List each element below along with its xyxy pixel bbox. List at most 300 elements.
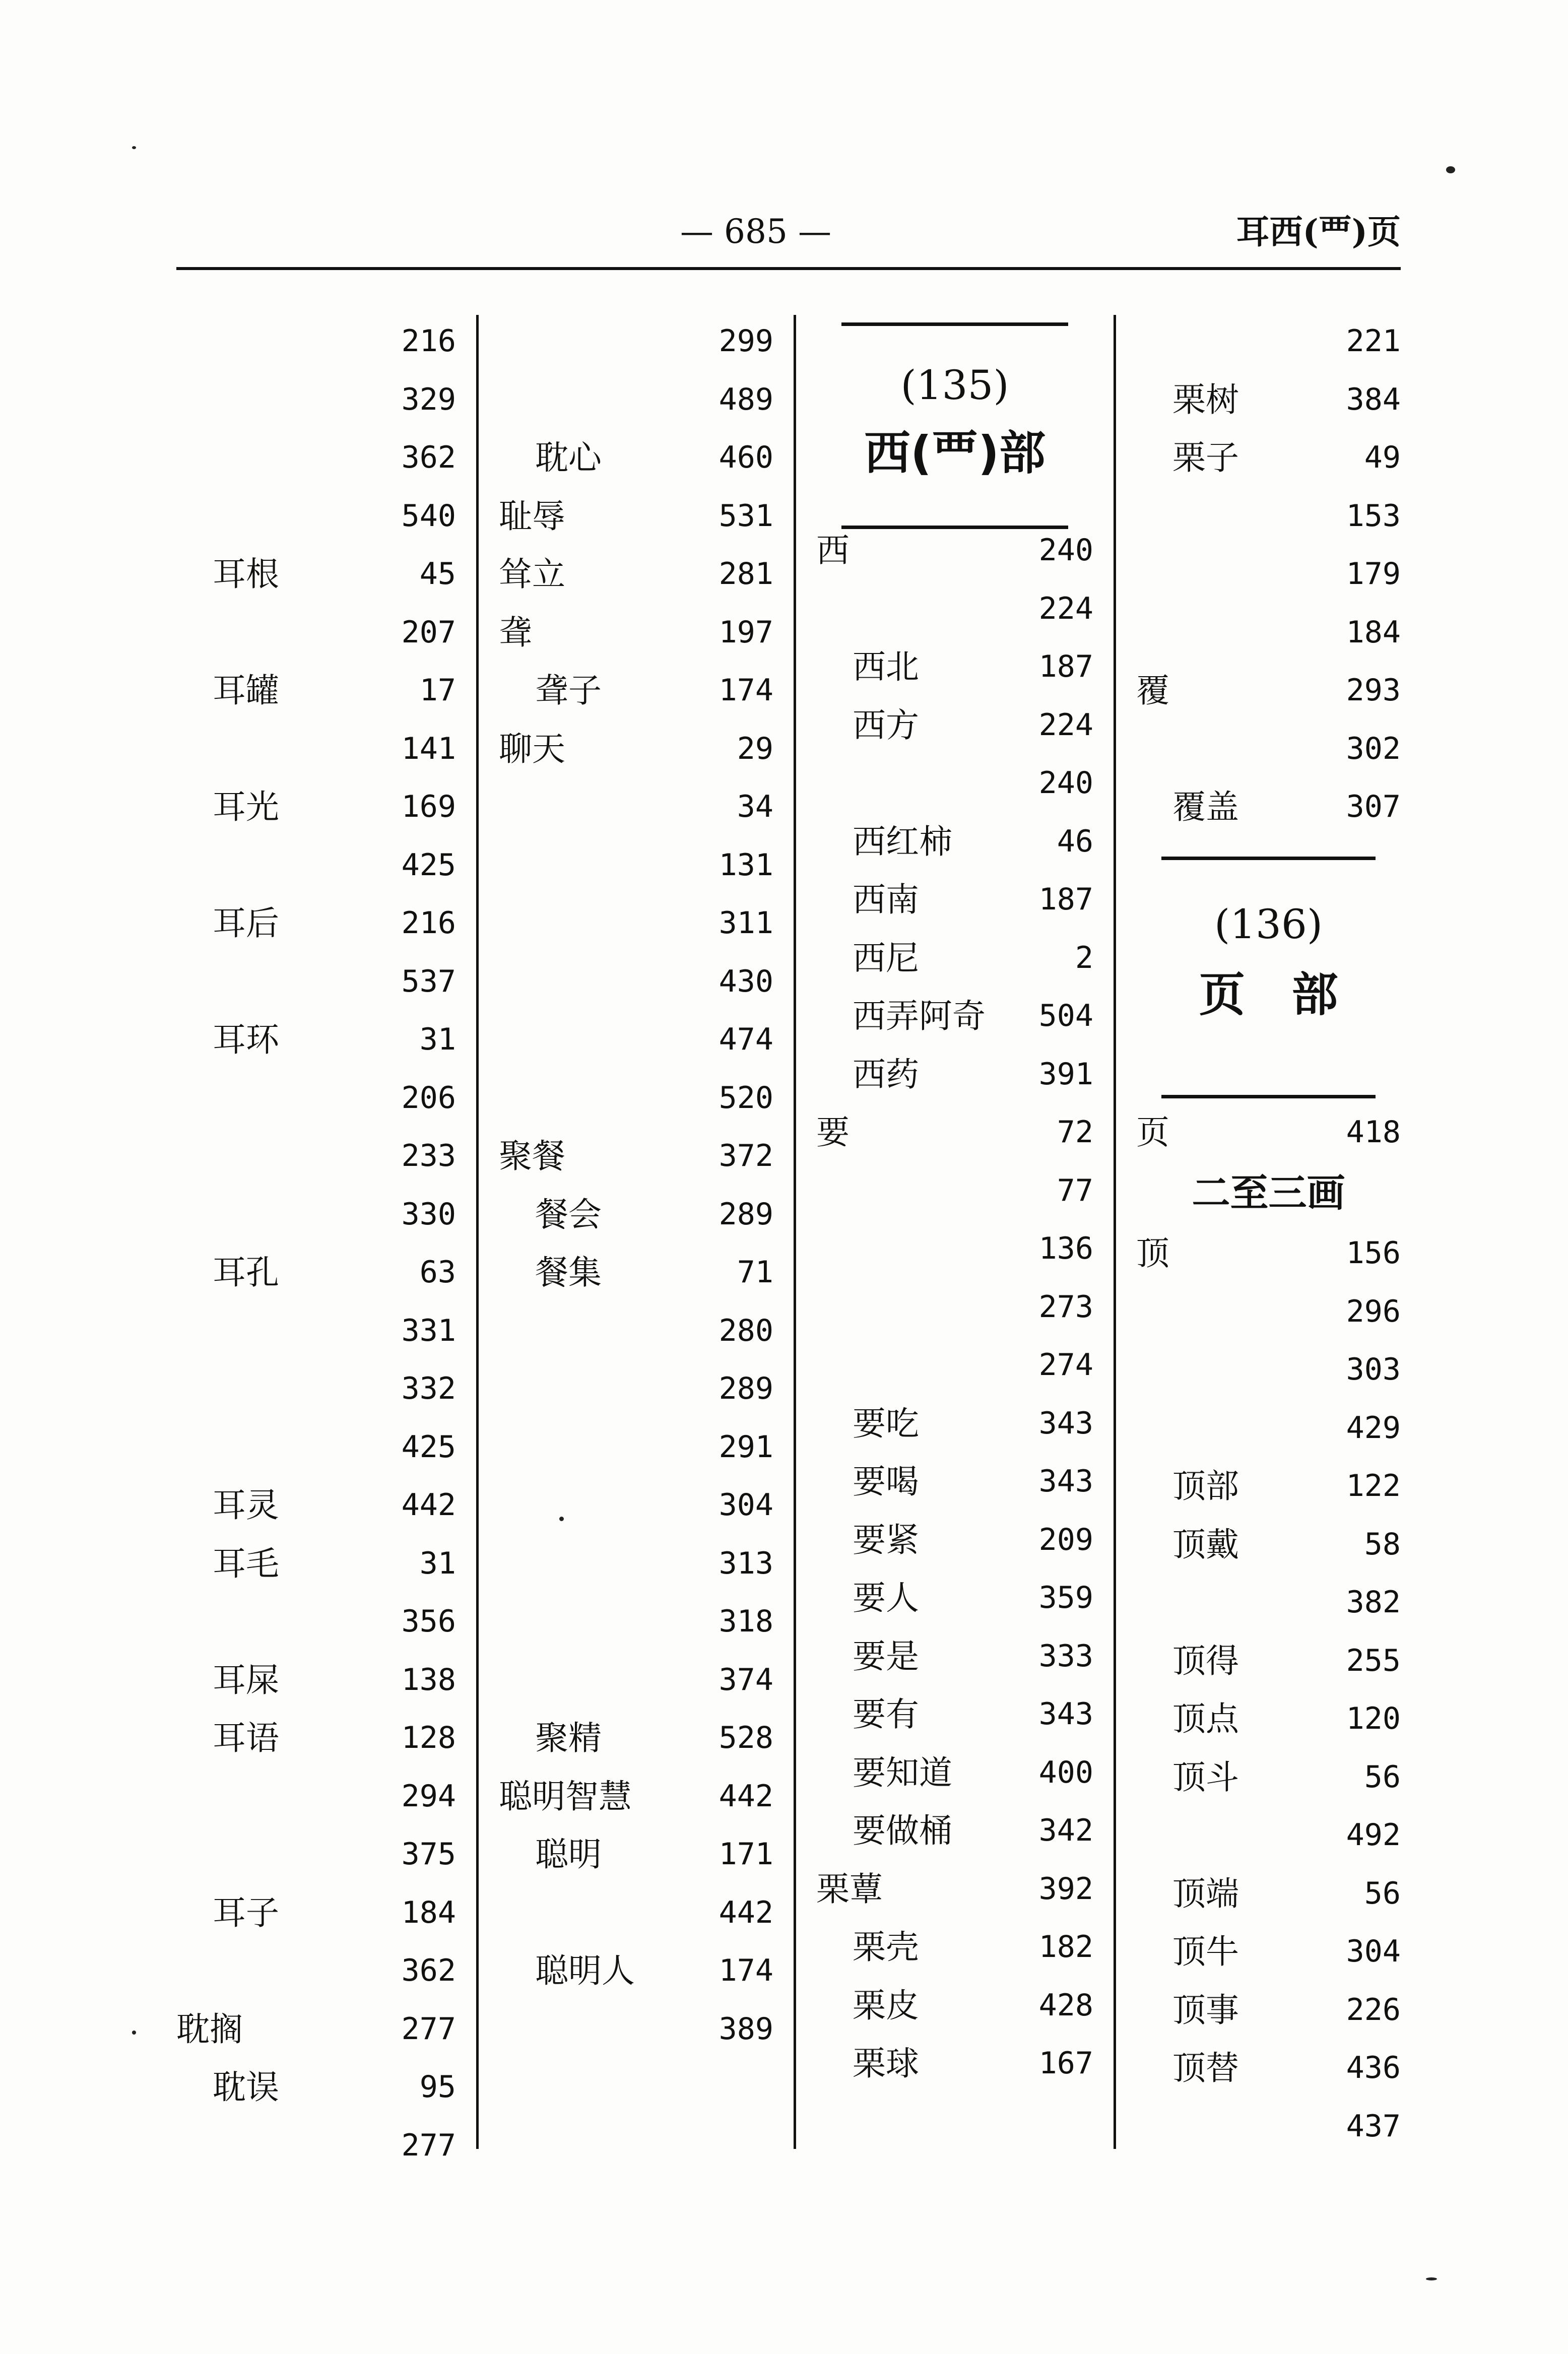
entry-page-number: 343 bbox=[1038, 1405, 1093, 1441]
index-entry bbox=[816, 871, 1093, 929]
entry-page-number: 293 bbox=[1346, 673, 1401, 708]
index-entry bbox=[1136, 1516, 1401, 1574]
entry-term: 顶牛 bbox=[1172, 1932, 1239, 1971]
entry-page-number: 425 bbox=[401, 1429, 456, 1465]
index-entry bbox=[816, 987, 1093, 1045]
entry-page-number: 77 bbox=[1057, 1172, 1093, 1208]
entry-page-number: 425 bbox=[401, 847, 456, 883]
entry-page-number: 240 bbox=[1038, 533, 1093, 568]
entry-page-number: 131 bbox=[718, 847, 773, 883]
index-entry bbox=[816, 1103, 1093, 1162]
section-entries bbox=[816, 521, 1093, 2093]
index-entry bbox=[499, 1709, 773, 1768]
page-header bbox=[176, 207, 1401, 277]
index-entry bbox=[816, 580, 1093, 638]
entry-page-number: 540 bbox=[401, 498, 456, 534]
entry-page-number: 207 bbox=[401, 614, 456, 650]
index-entry bbox=[1136, 2039, 1401, 2098]
entry-term: 西北 bbox=[853, 647, 919, 686]
entry-term: 耳孔 bbox=[213, 1253, 279, 1292]
entry-term: 聚餐 bbox=[499, 1137, 565, 1175]
entry-page-number: 255 bbox=[1346, 1643, 1401, 1678]
entry-term: 顶端 bbox=[1172, 1874, 1239, 1913]
entry-page-number: 167 bbox=[1038, 2046, 1093, 2081]
index-entry bbox=[816, 1278, 1093, 1337]
entry-page-number: 313 bbox=[718, 1545, 773, 1581]
index-entry bbox=[499, 429, 773, 487]
entry-page-number: 273 bbox=[1038, 1289, 1093, 1325]
entry-page-number: 209 bbox=[1038, 1522, 1093, 1557]
entry-page-number: 233 bbox=[401, 1138, 456, 1173]
index-entry bbox=[499, 1011, 773, 1069]
index-entry bbox=[1136, 312, 1401, 371]
index-entry bbox=[499, 604, 773, 662]
entry-page-number: 216 bbox=[401, 905, 456, 941]
index-entry bbox=[176, 487, 456, 546]
index-entry bbox=[176, 2117, 456, 2175]
index-entry bbox=[1136, 429, 1401, 487]
entry-page-number: 442 bbox=[718, 1894, 773, 1930]
entry-page-number: 29 bbox=[737, 731, 773, 766]
entry-page-number: 504 bbox=[1038, 998, 1093, 1033]
index-entry bbox=[176, 1418, 456, 1477]
entry-page-number: 520 bbox=[718, 1080, 773, 1116]
entry-term: 耳灵 bbox=[213, 1486, 279, 1525]
entry-term: 西南 bbox=[853, 880, 919, 919]
index-entry bbox=[499, 371, 773, 429]
entry-page-number: 45 bbox=[419, 556, 456, 592]
entry-term: 耽心 bbox=[535, 438, 602, 477]
entry-term: 要吃 bbox=[853, 1404, 919, 1443]
entry-term: 顶得 bbox=[1172, 1641, 1239, 1680]
index-entry bbox=[816, 1744, 1093, 1802]
entry-page-number: 372 bbox=[718, 1138, 773, 1173]
index-entry bbox=[816, 1162, 1093, 1220]
entry-term: 页 bbox=[1136, 1113, 1169, 1152]
index-entry bbox=[1136, 2098, 1401, 2156]
scan-speck bbox=[559, 1517, 564, 1521]
entry-term: 栗蕈 bbox=[816, 1869, 883, 1909]
page-number: — 685 — bbox=[680, 212, 831, 251]
entry-term: 西方 bbox=[853, 705, 919, 745]
heading-rule bbox=[1161, 1095, 1376, 1098]
index-entry bbox=[499, 1768, 773, 1826]
entry-term: 要紧 bbox=[853, 1520, 919, 1559]
entry-page-number: 174 bbox=[718, 673, 773, 708]
index-entry bbox=[176, 1302, 456, 1360]
entry-page-number: 49 bbox=[1364, 440, 1401, 475]
entry-page-number: 46 bbox=[1057, 823, 1093, 859]
entry-term: 聋子 bbox=[535, 671, 602, 710]
entry-page-number: 356 bbox=[401, 1604, 456, 1639]
entry-term: 栗子 bbox=[1172, 438, 1239, 477]
entry-page-number: 318 bbox=[718, 1604, 773, 1639]
entry-page-number: 128 bbox=[401, 1720, 456, 1755]
entry-page-number: 289 bbox=[718, 1196, 773, 1232]
entry-page-number: 120 bbox=[1346, 1701, 1401, 1736]
entry-term: 耳语 bbox=[213, 1719, 279, 1757]
entry-term: 耽误 bbox=[213, 2068, 279, 2107]
scan-speck bbox=[132, 146, 136, 149]
entry-page-number: 71 bbox=[737, 1255, 773, 1290]
index-entry bbox=[816, 638, 1093, 696]
entry-page-number: 296 bbox=[1346, 1293, 1401, 1329]
entry-page-number: 430 bbox=[718, 963, 773, 999]
entry-term: 顶 bbox=[1136, 1234, 1169, 1273]
index-entry bbox=[816, 1918, 1093, 1977]
index-entry bbox=[499, 1593, 773, 1651]
index-entry bbox=[176, 1709, 456, 1768]
index-entry bbox=[176, 312, 456, 371]
entry-page-number: 329 bbox=[401, 381, 456, 417]
heading-rule bbox=[841, 322, 1068, 326]
index-entry bbox=[499, 1825, 773, 1884]
entry-page-number: 359 bbox=[1038, 1580, 1093, 1615]
entry-page-number: 289 bbox=[718, 1371, 773, 1406]
entry-page-number: 375 bbox=[401, 1837, 456, 1872]
index-entry bbox=[816, 1860, 1093, 1919]
section-name: 页 部 bbox=[1199, 967, 1338, 1022]
index-entry bbox=[816, 1336, 1093, 1395]
index-entry bbox=[1136, 1923, 1401, 1981]
index-entry bbox=[816, 754, 1093, 813]
entry-page-number: 442 bbox=[401, 1487, 456, 1523]
entry-page-number: 31 bbox=[419, 1022, 456, 1057]
section-heading-135 bbox=[816, 302, 1093, 549]
entry-page-number: 333 bbox=[1038, 1638, 1093, 1674]
index-entry bbox=[499, 1127, 773, 1186]
index-entry bbox=[176, 1127, 456, 1186]
entry-term: 耳光 bbox=[213, 788, 279, 826]
scan-speck bbox=[1446, 166, 1455, 173]
entry-page-number: 179 bbox=[1346, 556, 1401, 592]
index-entry bbox=[176, 836, 456, 895]
index-entry bbox=[1136, 1224, 1401, 1283]
entry-term: 西 bbox=[816, 531, 850, 570]
entry-page-number: 460 bbox=[718, 440, 773, 475]
entry-page-number: 182 bbox=[1038, 1929, 1093, 1965]
index-entry bbox=[499, 1360, 773, 1418]
entry-page-number: 343 bbox=[1038, 1464, 1093, 1499]
entry-page-number: 226 bbox=[1346, 1992, 1401, 2028]
index-entry bbox=[816, 813, 1093, 871]
column-divider bbox=[794, 315, 796, 2149]
entry-term: 西尼 bbox=[853, 938, 919, 977]
index-entry bbox=[176, 1535, 456, 1593]
index-entry bbox=[176, 604, 456, 662]
entry-page-number: 374 bbox=[718, 1662, 773, 1697]
index-entry bbox=[1136, 371, 1401, 429]
entry-page-number: 63 bbox=[419, 1255, 456, 1290]
index-entry bbox=[499, 312, 773, 371]
index-entry bbox=[176, 720, 456, 778]
entry-page-number: 303 bbox=[1346, 1352, 1401, 1387]
index-entry bbox=[176, 1360, 456, 1418]
entry-page-number: 304 bbox=[718, 1487, 773, 1523]
entry-page-number: 174 bbox=[718, 1953, 773, 1988]
entry-term: 顶点 bbox=[1172, 1699, 1239, 1738]
entry-page-number: 197 bbox=[718, 614, 773, 650]
entry-page-number: 429 bbox=[1346, 1410, 1401, 1446]
scan-speck bbox=[1426, 2277, 1437, 2280]
index-column-3 bbox=[816, 302, 1093, 2093]
entry-page-number: 184 bbox=[1346, 614, 1401, 650]
index-entry bbox=[499, 1244, 773, 1302]
index-entry bbox=[1136, 1574, 1401, 1632]
entry-term: 要人 bbox=[853, 1579, 919, 1617]
entry-term: 聪明 bbox=[535, 1835, 602, 1874]
entry-term: 要喝 bbox=[853, 1462, 919, 1501]
entry-term: 顶事 bbox=[1172, 1990, 1239, 2030]
index-entry bbox=[499, 778, 773, 836]
index-entry bbox=[176, 1651, 456, 1710]
index-entry bbox=[1136, 778, 1401, 836]
entry-term: 餐会 bbox=[535, 1195, 602, 1234]
index-entry bbox=[816, 1569, 1093, 1627]
entry-page-number: 342 bbox=[1038, 1813, 1093, 1848]
entry-page-number: 31 bbox=[419, 1545, 456, 1581]
entry-term: 栗壳 bbox=[853, 1928, 919, 1967]
entry-page-number: 221 bbox=[1346, 323, 1401, 359]
entry-term: 要有 bbox=[853, 1695, 919, 1734]
index-entry bbox=[176, 2058, 456, 2117]
entry-page-number: 304 bbox=[1346, 1934, 1401, 1969]
entry-page-number: 299 bbox=[718, 323, 773, 359]
index-entry bbox=[176, 894, 456, 953]
entry-term: 顶部 bbox=[1172, 1467, 1239, 1506]
entry-page-number: 206 bbox=[401, 1080, 456, 1116]
index-entry bbox=[176, 1768, 456, 1826]
entry-term: 西药 bbox=[853, 1055, 919, 1094]
index-entry bbox=[499, 1186, 773, 1244]
entry-page-number: 418 bbox=[1346, 1114, 1401, 1150]
entry-page-number: 489 bbox=[718, 381, 773, 417]
index-entry bbox=[176, 1244, 456, 1302]
entry-page-number: 531 bbox=[718, 498, 773, 534]
index-entry bbox=[499, 1476, 773, 1535]
column-divider bbox=[476, 315, 479, 2149]
entry-term: 顶替 bbox=[1172, 2049, 1239, 2087]
index-entry bbox=[816, 1453, 1093, 1511]
index-entry bbox=[1136, 487, 1401, 546]
index-entry bbox=[176, 429, 456, 487]
entry-page-number: 302 bbox=[1346, 731, 1401, 766]
entry-term: 西弄阿奇 bbox=[853, 997, 986, 1035]
index-entry bbox=[816, 1045, 1093, 1104]
index-entry bbox=[1136, 604, 1401, 662]
entry-page-number: 224 bbox=[1038, 707, 1093, 743]
entry-term: 耳屎 bbox=[213, 1660, 279, 1699]
entry-page-number: 274 bbox=[1038, 1347, 1093, 1383]
index-entry bbox=[499, 1942, 773, 2000]
entry-term: 要知道 bbox=[853, 1753, 952, 1792]
entry-page-number: 17 bbox=[419, 673, 456, 708]
index-entry bbox=[176, 1069, 456, 1128]
index-entry bbox=[176, 545, 456, 604]
entry-term: 耳环 bbox=[213, 1020, 279, 1059]
scan-speck bbox=[132, 2031, 136, 2035]
entry-page-number: 389 bbox=[718, 2011, 773, 2047]
entry-term: 耳后 bbox=[213, 904, 279, 943]
entry-page-number: 280 bbox=[718, 1313, 773, 1348]
entry-page-number: 277 bbox=[401, 2127, 456, 2163]
entry-page-number: 330 bbox=[401, 1196, 456, 1232]
index-entry bbox=[1136, 1103, 1401, 1162]
index-column-1 bbox=[176, 312, 456, 2175]
entry-term: 耳子 bbox=[213, 1893, 279, 1932]
index-entry bbox=[1136, 1690, 1401, 1748]
index-entry bbox=[816, 1802, 1093, 1860]
stroke-subheading: 二至三画 bbox=[1192, 1170, 1345, 1215]
index-entry bbox=[816, 696, 1093, 755]
section-number: (135) bbox=[900, 362, 1009, 409]
entry-page-number: 437 bbox=[1346, 2108, 1401, 2144]
index-entry bbox=[499, 2000, 773, 2059]
entry-page-number: 391 bbox=[1038, 1056, 1093, 1092]
index-entry bbox=[1136, 1457, 1401, 1516]
entry-page-number: 382 bbox=[1346, 1585, 1401, 1620]
entry-page-number: 281 bbox=[718, 556, 773, 592]
entry-page-number: 492 bbox=[1346, 1817, 1401, 1853]
section-entries bbox=[1136, 1224, 1401, 2155]
entry-page-number: 277 bbox=[401, 2011, 456, 2047]
entry-term: 栗球 bbox=[853, 2044, 919, 2083]
column-divider bbox=[1114, 315, 1116, 2149]
entry-term: 聪明智慧 bbox=[499, 1777, 632, 1816]
entry-page-number: 537 bbox=[401, 963, 456, 999]
entry-page-number: 56 bbox=[1364, 1875, 1401, 1911]
entry-page-number: 58 bbox=[1364, 1526, 1401, 1562]
index-entry bbox=[499, 1418, 773, 1477]
entry-page-number: 428 bbox=[1038, 1987, 1093, 2023]
entry-term: 耻辱 bbox=[499, 496, 565, 536]
index-entry bbox=[499, 1302, 773, 1360]
index-entry bbox=[1136, 1865, 1401, 1923]
entry-page-number: 392 bbox=[1038, 1871, 1093, 1907]
index-entry bbox=[176, 1593, 456, 1651]
index-entry bbox=[1136, 662, 1401, 720]
entry-page-number: 362 bbox=[401, 1953, 456, 1988]
index-entry bbox=[816, 1220, 1093, 1278]
index-entry bbox=[176, 662, 456, 720]
index-entry bbox=[1136, 1632, 1401, 1690]
section-entries bbox=[1136, 1103, 1401, 1162]
index-entry bbox=[176, 1476, 456, 1535]
entry-term: 耳毛 bbox=[213, 1544, 279, 1583]
entry-page-number: 216 bbox=[401, 323, 456, 359]
index-entry bbox=[176, 371, 456, 429]
entry-term: 要做桶 bbox=[853, 1811, 952, 1850]
index-entry bbox=[1136, 1283, 1401, 1341]
index-entry bbox=[176, 1825, 456, 1884]
index-column-2 bbox=[499, 312, 773, 2058]
index-entry bbox=[1136, 1806, 1401, 1865]
index-entry bbox=[499, 1884, 773, 1942]
entry-page-number: 34 bbox=[737, 789, 773, 824]
index-entry bbox=[816, 1395, 1093, 1453]
entry-term: 耳根 bbox=[213, 555, 279, 594]
entry-term: 餐集 bbox=[535, 1253, 602, 1292]
section-entries bbox=[1136, 312, 1401, 836]
entry-term: 覆 bbox=[1136, 671, 1169, 710]
index-entry bbox=[816, 929, 1093, 988]
entry-page-number: 442 bbox=[718, 1778, 773, 1814]
entry-term: 覆盖 bbox=[1172, 788, 1239, 826]
index-entry bbox=[176, 778, 456, 836]
index-entry bbox=[1136, 1748, 1401, 1807]
entry-page-number: 400 bbox=[1038, 1754, 1093, 1790]
entry-term: 耳罐 bbox=[213, 671, 279, 710]
entry-page-number: 240 bbox=[1038, 765, 1093, 801]
index-entry bbox=[499, 894, 773, 953]
entry-page-number: 56 bbox=[1364, 1759, 1401, 1795]
entry-page-number: 184 bbox=[401, 1894, 456, 1930]
index-entry bbox=[176, 1942, 456, 2000]
entry-page-number: 136 bbox=[1038, 1231, 1093, 1266]
entry-page-number: 474 bbox=[718, 1022, 773, 1057]
header-rule bbox=[176, 267, 1401, 270]
entry-term: 聊天 bbox=[499, 729, 565, 768]
index-entry bbox=[499, 720, 773, 778]
entry-term: 聋 bbox=[499, 613, 532, 652]
entry-term: 顶斗 bbox=[1172, 1757, 1239, 1797]
entry-term: 要是 bbox=[853, 1637, 919, 1676]
section-heading-136 bbox=[1136, 836, 1401, 1119]
index-entry bbox=[1136, 1341, 1401, 1399]
entry-term: 栗树 bbox=[1172, 380, 1239, 419]
index-entry bbox=[499, 1069, 773, 1128]
entry-page-number: 362 bbox=[401, 440, 456, 475]
entry-page-number: 138 bbox=[401, 1662, 456, 1697]
index-entry bbox=[816, 1977, 1093, 2035]
entry-page-number: 331 bbox=[401, 1313, 456, 1348]
index-entry bbox=[1136, 545, 1401, 604]
heading-rule bbox=[1161, 857, 1376, 860]
index-column-4 bbox=[1136, 312, 1401, 2155]
entry-page-number: 436 bbox=[1346, 2050, 1401, 2085]
entry-page-number: 311 bbox=[718, 905, 773, 941]
section-title: 耳西(覀)页 bbox=[1236, 212, 1401, 251]
index-entry bbox=[816, 521, 1093, 580]
entry-page-number: 187 bbox=[1038, 882, 1093, 917]
entry-page-number: 153 bbox=[1346, 498, 1401, 534]
entry-term: 聪明人 bbox=[535, 1951, 635, 1990]
entry-term: 顶戴 bbox=[1172, 1525, 1239, 1564]
index-entry bbox=[816, 1511, 1093, 1570]
index-entry bbox=[499, 953, 773, 1011]
entry-term: 要 bbox=[816, 1113, 850, 1152]
entry-term: 栗皮 bbox=[853, 1986, 919, 2025]
entry-page-number: 2 bbox=[1075, 940, 1093, 975]
entry-page-number: 95 bbox=[419, 2069, 456, 2105]
entry-page-number: 332 bbox=[401, 1371, 456, 1406]
entry-page-number: 224 bbox=[1038, 591, 1093, 626]
index-entry bbox=[176, 1011, 456, 1069]
entry-page-number: 122 bbox=[1346, 1468, 1401, 1503]
entry-page-number: 307 bbox=[1346, 789, 1401, 824]
index-entry bbox=[499, 487, 773, 546]
index-entry bbox=[816, 1627, 1093, 1686]
entry-page-number: 343 bbox=[1038, 1696, 1093, 1732]
entry-page-number: 294 bbox=[401, 1778, 456, 1814]
entry-page-number: 171 bbox=[718, 1837, 773, 1872]
entry-page-number: 187 bbox=[1038, 649, 1093, 684]
index-entry bbox=[176, 953, 456, 1011]
index-entry bbox=[816, 1685, 1093, 1744]
entry-page-number: 169 bbox=[401, 789, 456, 824]
entry-term: 聚精 bbox=[535, 1719, 602, 1757]
index-entry bbox=[816, 2035, 1093, 2093]
